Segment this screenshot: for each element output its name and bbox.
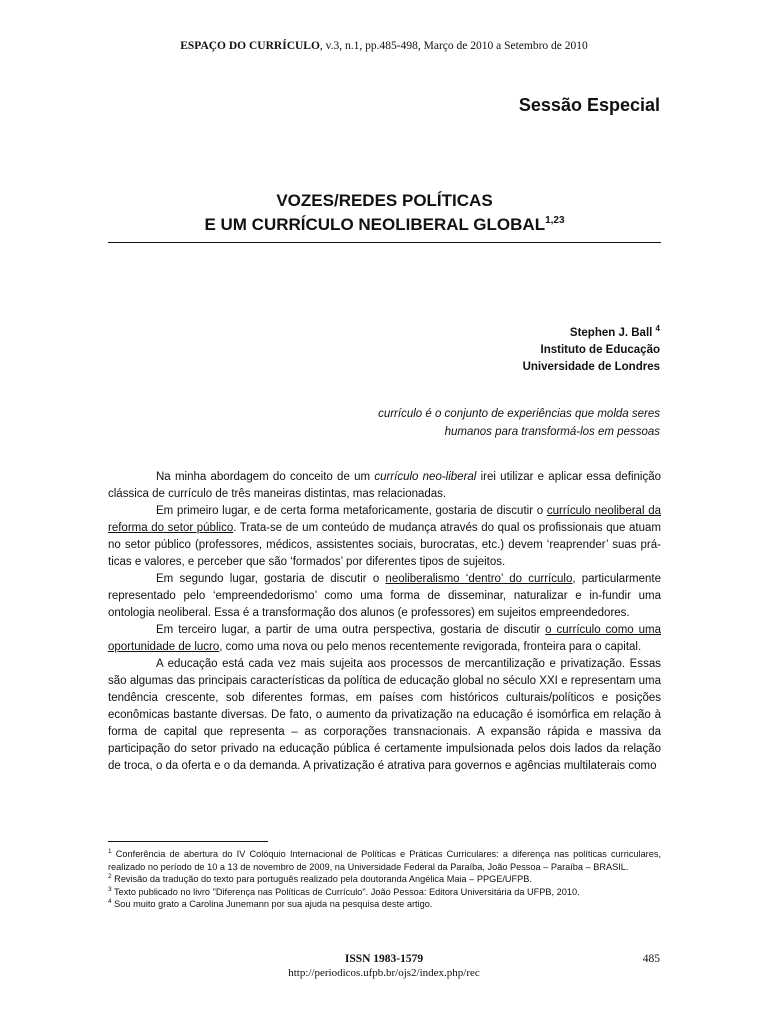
journal-issue-info: , v.3, n.1, pp.485-498, Março de 2010 a Setembro de 2010 (319, 40, 588, 52)
author-block (523, 325, 660, 376)
footnote-2-number: 2 (108, 873, 112, 880)
footnote-1-text: Conferência de abertura do IV Colóquio Internacional de Políticas e Práticas Curriculares: a diferença nas políticas curriculares, realizado no período de 10 a 13 de novembro de 2009, na Universidade Federal da Paraíba, João Pessoa – Paraíba – BRASIL. (108, 849, 661, 872)
page-number: 485 (642, 953, 660, 965)
epigraph-line-1: currículo é o conjunto de experiências que molda seres (378, 408, 660, 420)
journal-name: ESPAÇO DO CURRÍCULO (180, 40, 320, 52)
author-university: Universidade de Londres (522, 361, 660, 373)
paragraph-2 (108, 503, 661, 571)
footnote-1-number: 1 (108, 848, 112, 855)
paragraph-1-text-a: Na minha abordagem do conceito de um (156, 471, 375, 483)
paragraph-3 (108, 571, 661, 622)
footnotes (108, 848, 661, 911)
paragraph-2-text-a: Em primeiro lugar, e de certa forma metaforicamente, gostaria de discutir o (156, 505, 547, 517)
body-text (108, 469, 661, 775)
paragraph-4 (108, 622, 661, 656)
issn: ISSN 1983-1579 (344, 953, 424, 965)
paragraph-5: A educação está cada vez mais sujeita aos processos de mercantilização e privatização. Essas são algumas das principais características da política de educação global no século XXI e representam uma tendência crescente, sob diferentes formas, em países com históricos culturais/políticos e posições econômicas bastante diversas. De fato, o aumento da privatização na educação é isomórfica em relação à forma de capital que representa – as corporações transnacionais. A expansão rápida e massiva da participação do setor privado na educação pública é certamente impulsionada pelos dois lados da relação de troca, o da oferta e o da demanda. A privatização é atrativa para governos e agências multilaterais como (108, 658, 661, 772)
author-name-line (523, 325, 660, 342)
paragraph-2-text-b: . Trata-se de um conteúdo de mudança através do qual os profissionais que atuam no setor público (professores, médicos, assistentes sociais, burocratas, etc.) devem ‘reaprender’ suas prá-ticas e valores, e perceber que são ‘formados’ por diferentes tipos de sujeitos. (108, 522, 661, 568)
footnote-3-text: Texto publicado no livro "Diferença nas Políticas de Currículo". João Pessoa: Editora Universitária da UFPB, 2010. (111, 886, 580, 897)
title-divider (108, 242, 661, 243)
paragraph-1-text-b: irei utilizar e aplicar essa definição clássica de currículo de três maneiras distintas, mas relacionadas. (108, 471, 661, 500)
footnote-4-number: 4 (108, 898, 112, 905)
article-title (108, 189, 661, 237)
section-title: Sessão Especial (518, 95, 660, 115)
journal-header (0, 40, 768, 52)
paragraph-1 (108, 469, 661, 503)
epigraph (300, 405, 660, 441)
footnote-3-number: 3 (108, 885, 112, 893)
title-line-2 (108, 213, 661, 237)
title-line-2-text: E UM CURRÍCULO NEOLIBERAL GLOBAL (204, 215, 546, 234)
author-name: Stephen J. Ball (569, 327, 653, 339)
footnote-3 (108, 886, 661, 899)
paragraph-3-underlined: neoliberalismo ‘dentro’ do currículo (385, 573, 573, 585)
paragraph-3-text-a: Em segundo lugar, gostaria de discutir o (156, 573, 386, 585)
footnote-1 (108, 848, 661, 873)
footnote-4 (108, 898, 661, 911)
journal-url[interactable]: http://periodicos.ufpb.br/ojs2/index.php/rec (288, 967, 480, 979)
paragraph-1-emphasis: currículo neo-liberal (374, 471, 477, 483)
footnote-divider (108, 841, 268, 842)
footnote-4-text: Sou muito grato a Carolina Junemann por sua ajuda na pesquisa deste artigo. (111, 899, 433, 909)
epigraph-line-2: humanos para transformá-los em pessoas (444, 426, 660, 438)
footnote-2-text: Revisão da tradução do texto para português realizado pela doutoranda Angélica Maia – PPGE/UFPB. (111, 874, 532, 884)
title-line-1: VOZES/REDES POLÍTICAS (276, 191, 493, 210)
paragraph-2-underlined: currículo neoliberal da reforma do setor público (108, 505, 661, 534)
author-footnote-ref: 4 (655, 324, 660, 333)
paragraph-4-text-b: , como uma nova ou pelo menos recentemente revigorada, fronteira para o capital. (219, 641, 642, 653)
paragraph-4-text-a: Em terceiro lugar, a partir de uma outra perspectiva, gostaria de discutir (156, 624, 546, 636)
author-institute: Instituto de Educação (540, 344, 660, 356)
footnote-2 (108, 873, 661, 886)
paragraph-3-text-b: , particularmente representado pelo ‘empreendedorismo’ como uma forma de disseminar, naturalizar e in-fundir uma ontologia neoliberal. Essa é a transformação dos alunos (e professores) em sujeitos empreendedores. (108, 573, 661, 619)
paragraph-4-underlined: o currículo como uma oportunidade de lucro (108, 624, 661, 653)
title-footnote-refs: 1,23 (545, 215, 565, 226)
